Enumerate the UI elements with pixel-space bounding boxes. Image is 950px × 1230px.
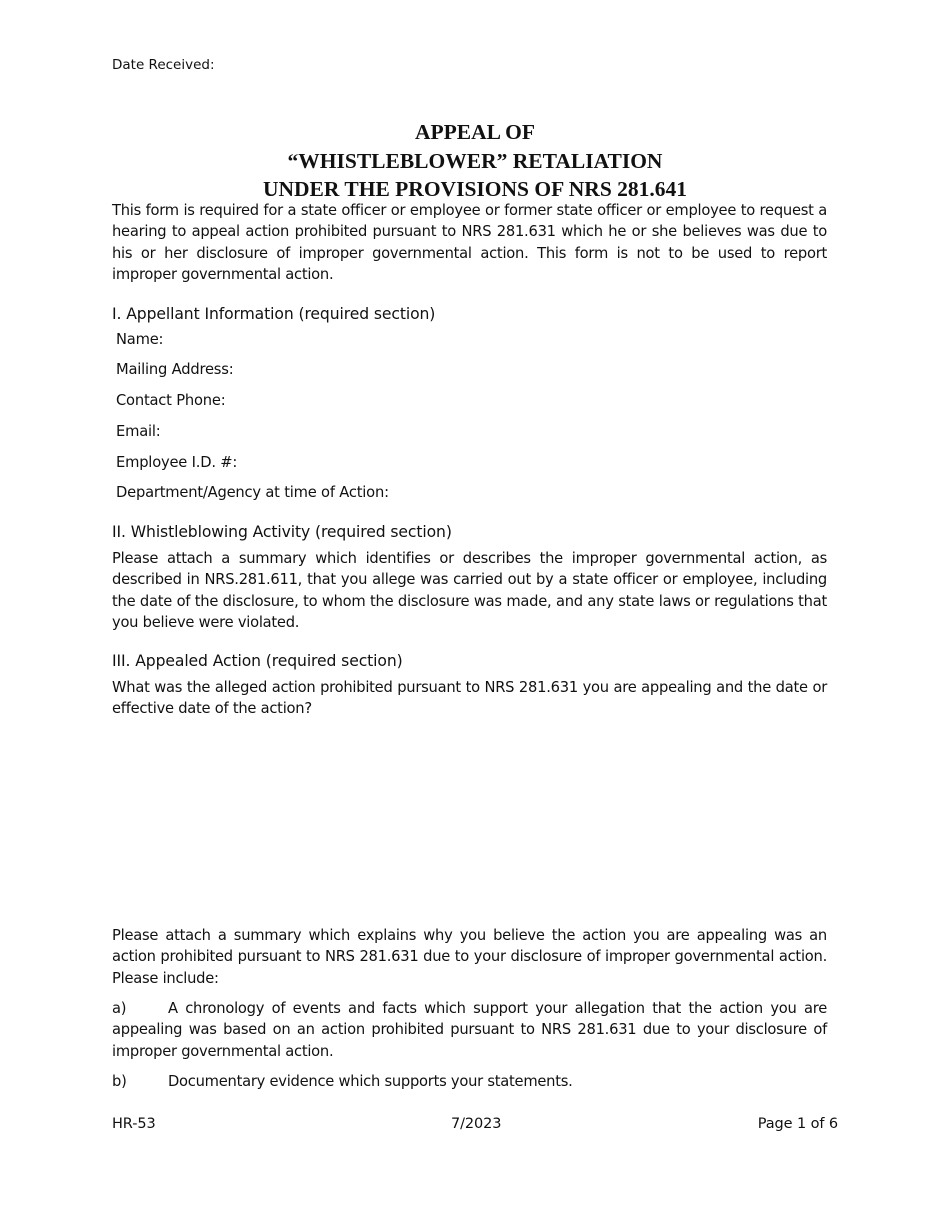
list-item-a-letter: a) <box>112 1000 127 1017</box>
section-3-heading: III. Appealed Action (required section) <box>112 652 403 670</box>
mailing-address-field-label: Mailing Address: <box>116 361 234 378</box>
section-2-heading: II. Whistleblowing Activity (required section) <box>112 523 452 541</box>
title-line-3: UNDER THE PROVISIONS OF NRS 281.641 <box>262 177 688 201</box>
list-item-b-letter: b) <box>112 1073 127 1090</box>
footer-revision-date: 7/2023 <box>451 1116 502 1132</box>
list-item-a <box>112 998 827 1062</box>
department-agency-field-label: Department/Agency at time of Action: <box>116 484 389 501</box>
section-1-heading: I. Appellant Information (required section) <box>112 305 436 323</box>
section-3-summary: Please attach a summary which explains why you believe the action you are appealing was an action prohibited pursuant to NRS 281.631 due to your disclosure of improper governmental action. Please include: <box>112 927 827 987</box>
date-received-label: Date Received: <box>112 57 215 73</box>
list-item-a-text: A chronology of events and facts which support your allegation that the action you are appealing was based on an action prohibited pursuant to NRS 281.631 due to your disclosure of improper governmental action. <box>112 1000 827 1060</box>
employee-id-field-label: Employee I.D. #: <box>116 454 238 471</box>
form-title <box>112 118 838 204</box>
contact-phone-field-label: Contact Phone: <box>116 392 226 409</box>
list-item-b <box>112 1071 827 1092</box>
footer-page-number: Page 1 of 6 <box>757 1116 838 1132</box>
section-3-question: What was the alleged action prohibited pursuant to NRS 281.631 you are appealing and the date or effective date of the action? <box>112 679 827 718</box>
title-line-2: “WHISTLEBLOWER” RETALIATION <box>287 148 663 173</box>
name-field-label: Name: <box>116 331 164 348</box>
email-field-label: Email: <box>116 423 161 440</box>
list-item-b-text: Documentary evidence which supports your statements. <box>168 1073 573 1090</box>
section-2-body: Please attach a summary which identifies or describes the improper governmental action, as described in NRS.281.611, that you allege was carried out by a state officer or employee, including the date of the disclosure, to whom the disclosure was made, and any state laws or regulations that you believe were violated. <box>112 550 827 631</box>
title-line-1: APPEAL OF <box>414 120 536 144</box>
intro-paragraph: This form is required for a state officer or employee or former state officer or employee to request a hearing to appeal action prohibited pursuant to NRS 281.631 which he or she believes was due to his or her disclosure of improper governmental action. This form is not to be used to report improper governmental action. <box>112 202 827 283</box>
footer-form-id: HR-53 <box>112 1116 156 1132</box>
